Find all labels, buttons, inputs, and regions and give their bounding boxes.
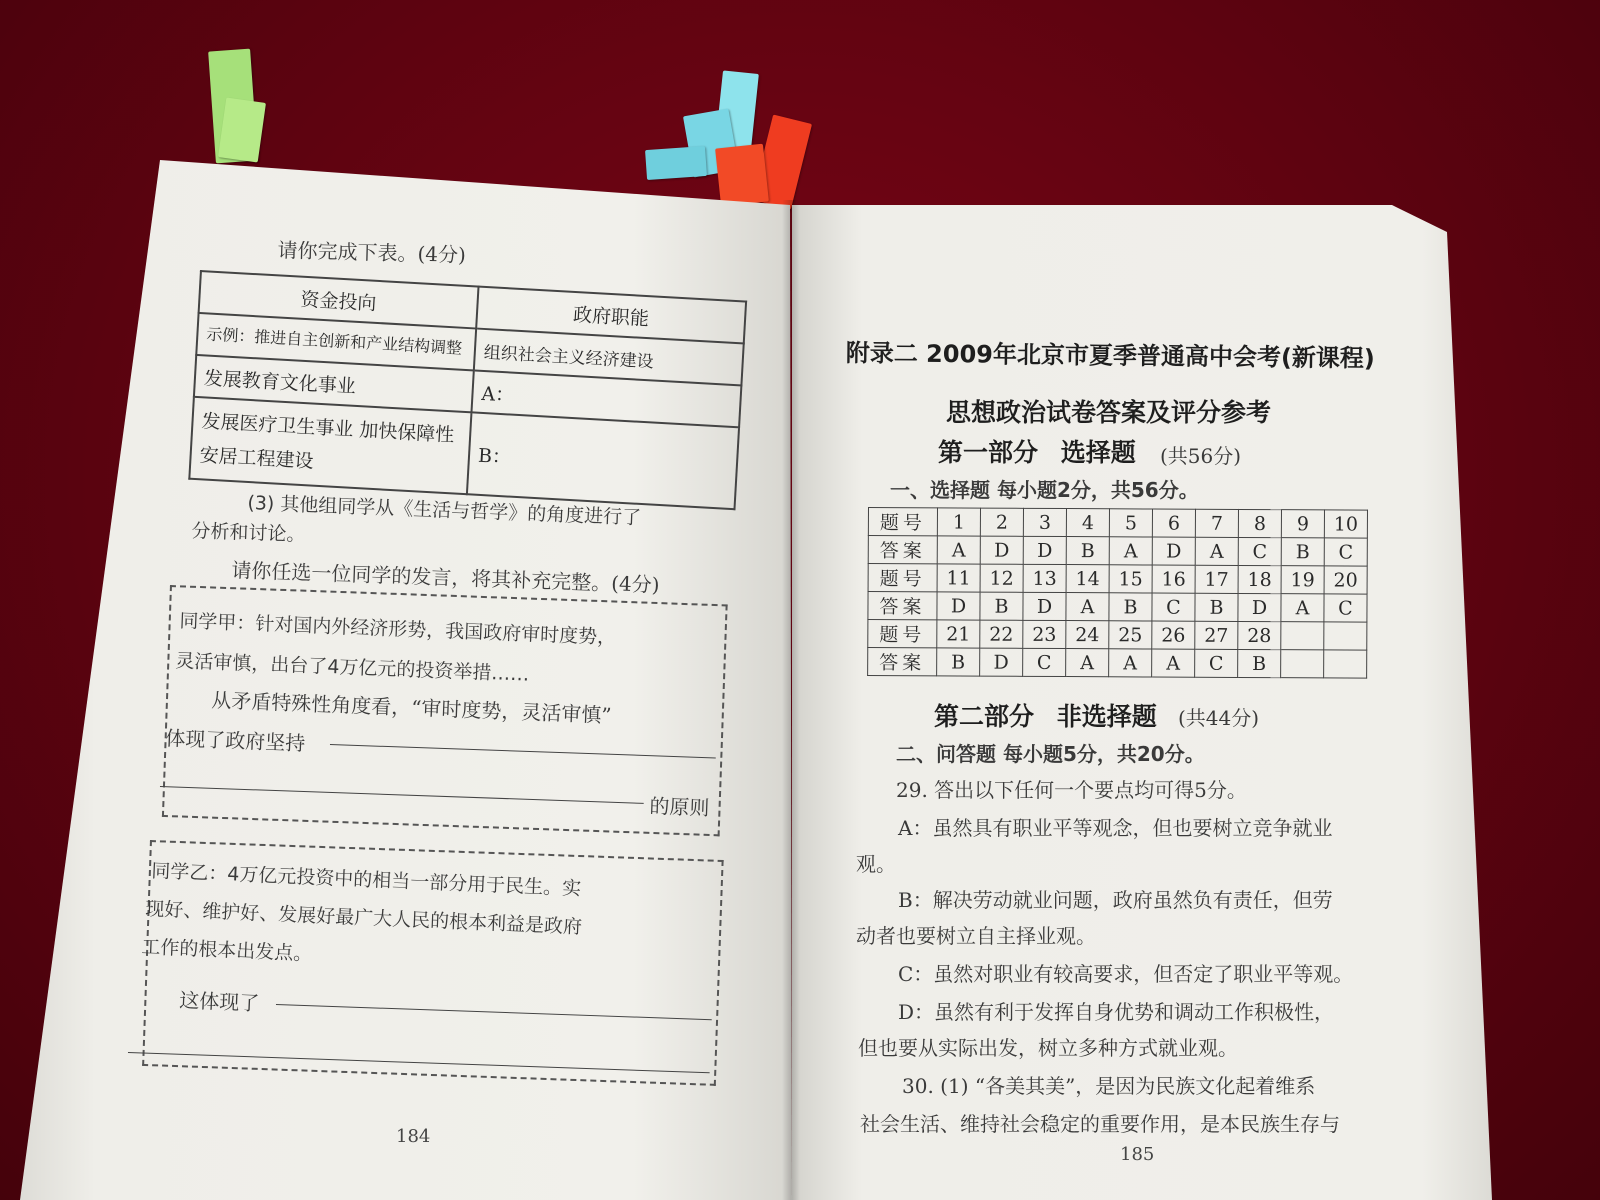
question-number: 23	[1023, 620, 1066, 648]
question-number: 21	[937, 620, 980, 648]
section-1-note: 一、选择题 每小题2分，共56分。	[890, 478, 1199, 502]
question-number-label: 题号	[868, 508, 937, 536]
answer-cell	[1324, 650, 1367, 678]
book-spine	[782, 200, 800, 1200]
table-header-investment: 资金投向	[199, 271, 479, 328]
question-29-b-line-2: 动者也要树立自主择业观。	[856, 924, 1096, 948]
table-cell-example-function: 组织社会主义经济建设	[474, 329, 744, 386]
student-a-line-2: 灵活审慎，出台了4万亿元的投资举措……	[175, 649, 530, 686]
table-header-function: 政府职能	[476, 287, 746, 344]
question-3-line-1: (3) 其他组同学从《生活与哲学》的角度进行了	[247, 491, 642, 530]
question-number: 10	[1324, 510, 1367, 538]
answer-cell: C	[1324, 538, 1367, 566]
table-cell-example: 示例：推进自主创新和产业结构调整	[196, 313, 476, 370]
answer-cell: B	[1195, 593, 1238, 621]
green-bookmark-tab-2	[218, 98, 266, 163]
part-1-heading: 第一部分 选择题	[938, 438, 1136, 467]
question-number: 16	[1152, 565, 1195, 593]
question-number: 9	[1281, 510, 1324, 538]
table-cell-answer-b: B：	[467, 412, 739, 509]
student-b-line-3: 工作的根本出发点。	[140, 935, 313, 966]
government-function-table	[188, 270, 747, 510]
question-number: 2	[980, 508, 1023, 536]
appendix-title: 附录二 2009年北京市夏季普通高中会考(新课程)	[845, 338, 1376, 373]
question-number: 24	[1066, 621, 1109, 649]
answer-cell: A	[1281, 594, 1324, 622]
left-page-number: 184	[396, 1126, 431, 1147]
answer-cell: C	[1152, 593, 1195, 621]
answer-cell: B	[980, 592, 1023, 620]
answer-table-row	[868, 508, 1367, 539]
question-number: 8	[1238, 509, 1281, 537]
answer-table-row	[868, 648, 1367, 679]
answer-cell: A	[1152, 649, 1195, 677]
red-bookmark-tab-2	[715, 144, 769, 207]
answer-cell: D	[937, 592, 980, 620]
answer-table	[867, 507, 1368, 679]
answer-key-subtitle: 思想政治试卷答案及评分参考	[946, 398, 1272, 427]
question-number: 6	[1152, 509, 1195, 537]
question-29-d-line-2: 但也要从实际出发，树立多种方式就业观。	[858, 1036, 1238, 1060]
question-number: 25	[1109, 621, 1152, 649]
question-number: 27	[1195, 621, 1238, 649]
question-number: 12	[980, 564, 1023, 592]
answer-cell: D	[1023, 592, 1066, 620]
question-number-label: 题号	[868, 564, 937, 592]
answer-cell: D	[980, 648, 1023, 676]
question-number: 1	[937, 508, 980, 536]
question-29-a-line-1: A：虽然具有职业平等观念，但也要树立竞争就业	[898, 816, 1333, 840]
table-cell-medical-housing: 发展医疗卫生事业 加快保障性安居工程建设	[189, 397, 471, 494]
table-intro: 请你完成下表。(4分)	[277, 237, 467, 267]
student-b-line-1: 同学乙：4万亿元投资中的相当一部分用于民生。实	[150, 859, 582, 900]
question-number: 18	[1238, 565, 1281, 593]
answer-cell: A	[1109, 537, 1152, 565]
question-29-b-line-1: B：解决劳动就业问题，政府虽然负有责任，但劳	[898, 888, 1333, 912]
student-a-line-1: 同学甲：针对国内外经济形势，我国政府审时度势，	[179, 609, 617, 649]
answer-cell: D	[980, 536, 1023, 564]
answer-cell: A	[1066, 593, 1109, 621]
answer-label: 答案	[868, 592, 937, 620]
student-a-line-4: 体现了政府坚持	[164, 725, 306, 756]
right-page-number: 185	[1120, 1144, 1155, 1165]
question-29-a-line-2: 观。	[856, 852, 896, 876]
answer-cell: A	[1109, 649, 1152, 677]
answer-table-row	[868, 620, 1367, 651]
question-29-d-line-1: D：虽然有利于发挥自身优势和调动工作积极性，	[898, 1000, 1335, 1024]
cyan-bookmark-tab-3	[645, 146, 707, 180]
student-a-end: 的原则	[649, 793, 710, 821]
question-30-line-2: 社会生活、维持社会稳定的重要作用，是本民族生存与	[860, 1112, 1340, 1136]
answer-cell: D	[1023, 536, 1066, 564]
answer-cell: B	[937, 648, 980, 676]
answer-cell: A	[1066, 649, 1109, 677]
question-number	[1324, 622, 1367, 650]
question-number-label: 题号	[868, 620, 937, 648]
answer-table-row	[868, 536, 1367, 567]
answer-table-row	[868, 564, 1367, 595]
section-2-note: 二、问答题 每小题5分，共20分。	[896, 742, 1205, 766]
question-number: 15	[1109, 565, 1152, 593]
answer-label: 答案	[868, 648, 937, 676]
question-number: 26	[1152, 621, 1195, 649]
part-2-heading: 第二部分 非选择题	[934, 702, 1157, 731]
question-number: 14	[1066, 565, 1109, 593]
question-3-line-2: 分析和讨论。	[191, 519, 306, 546]
answer-cell: A	[937, 536, 980, 564]
question-number: 22	[980, 620, 1023, 648]
answer-cell	[1281, 650, 1324, 678]
question-number: 3	[1023, 508, 1066, 536]
part-1-points: (共56分)	[1160, 444, 1242, 468]
question-number: 11	[937, 564, 980, 592]
part-2-points: (共44分)	[1178, 706, 1260, 730]
answer-table-row	[868, 592, 1367, 623]
question-number: 19	[1281, 566, 1324, 594]
question-number: 28	[1238, 621, 1281, 649]
question-30-line-1: 30. (1) “各美其美”，是因为民族文化起着维系	[902, 1074, 1316, 1098]
question-29-intro: 29. 答出以下任何一个要点均可得5分。	[896, 778, 1247, 802]
student-a-line-3: 从矛盾特殊性角度看，“审时度势，灵活审慎”	[210, 687, 613, 728]
answer-cell: C	[1238, 537, 1281, 565]
answer-cell: B	[1109, 593, 1152, 621]
answer-cell: C	[1023, 648, 1066, 676]
answer-cell: B	[1066, 537, 1109, 565]
answer-cell: A	[1195, 537, 1238, 565]
answer-cell: D	[1152, 537, 1195, 565]
student-b-line-4: 这体现了	[178, 987, 260, 1016]
question-number: 13	[1023, 564, 1066, 592]
question-number: 7	[1195, 509, 1238, 537]
answer-cell: D	[1238, 593, 1281, 621]
question-3-prompt: 请你任选一位同学的发言，将其补充完整。(4分)	[231, 557, 660, 597]
answer-label: 答案	[868, 536, 937, 564]
question-number	[1281, 622, 1324, 650]
answer-cell: B	[1238, 649, 1281, 677]
table-cell-answer-a: A：	[471, 370, 741, 427]
table-cell-education: 发展教育文化事业	[194, 355, 474, 412]
question-number: 17	[1195, 565, 1238, 593]
question-29-c: C：虽然对职业有较高要求，但否定了职业平等观。	[898, 962, 1354, 986]
answer-cell: C	[1195, 649, 1238, 677]
question-number: 20	[1324, 566, 1367, 594]
question-number: 4	[1066, 509, 1109, 537]
student-b-line-2: 现好、维护好、发展好最广大人民的根本利益是政府	[144, 897, 583, 939]
answer-cell: B	[1281, 538, 1324, 566]
question-number: 5	[1109, 509, 1152, 537]
answer-cell: C	[1324, 594, 1367, 622]
